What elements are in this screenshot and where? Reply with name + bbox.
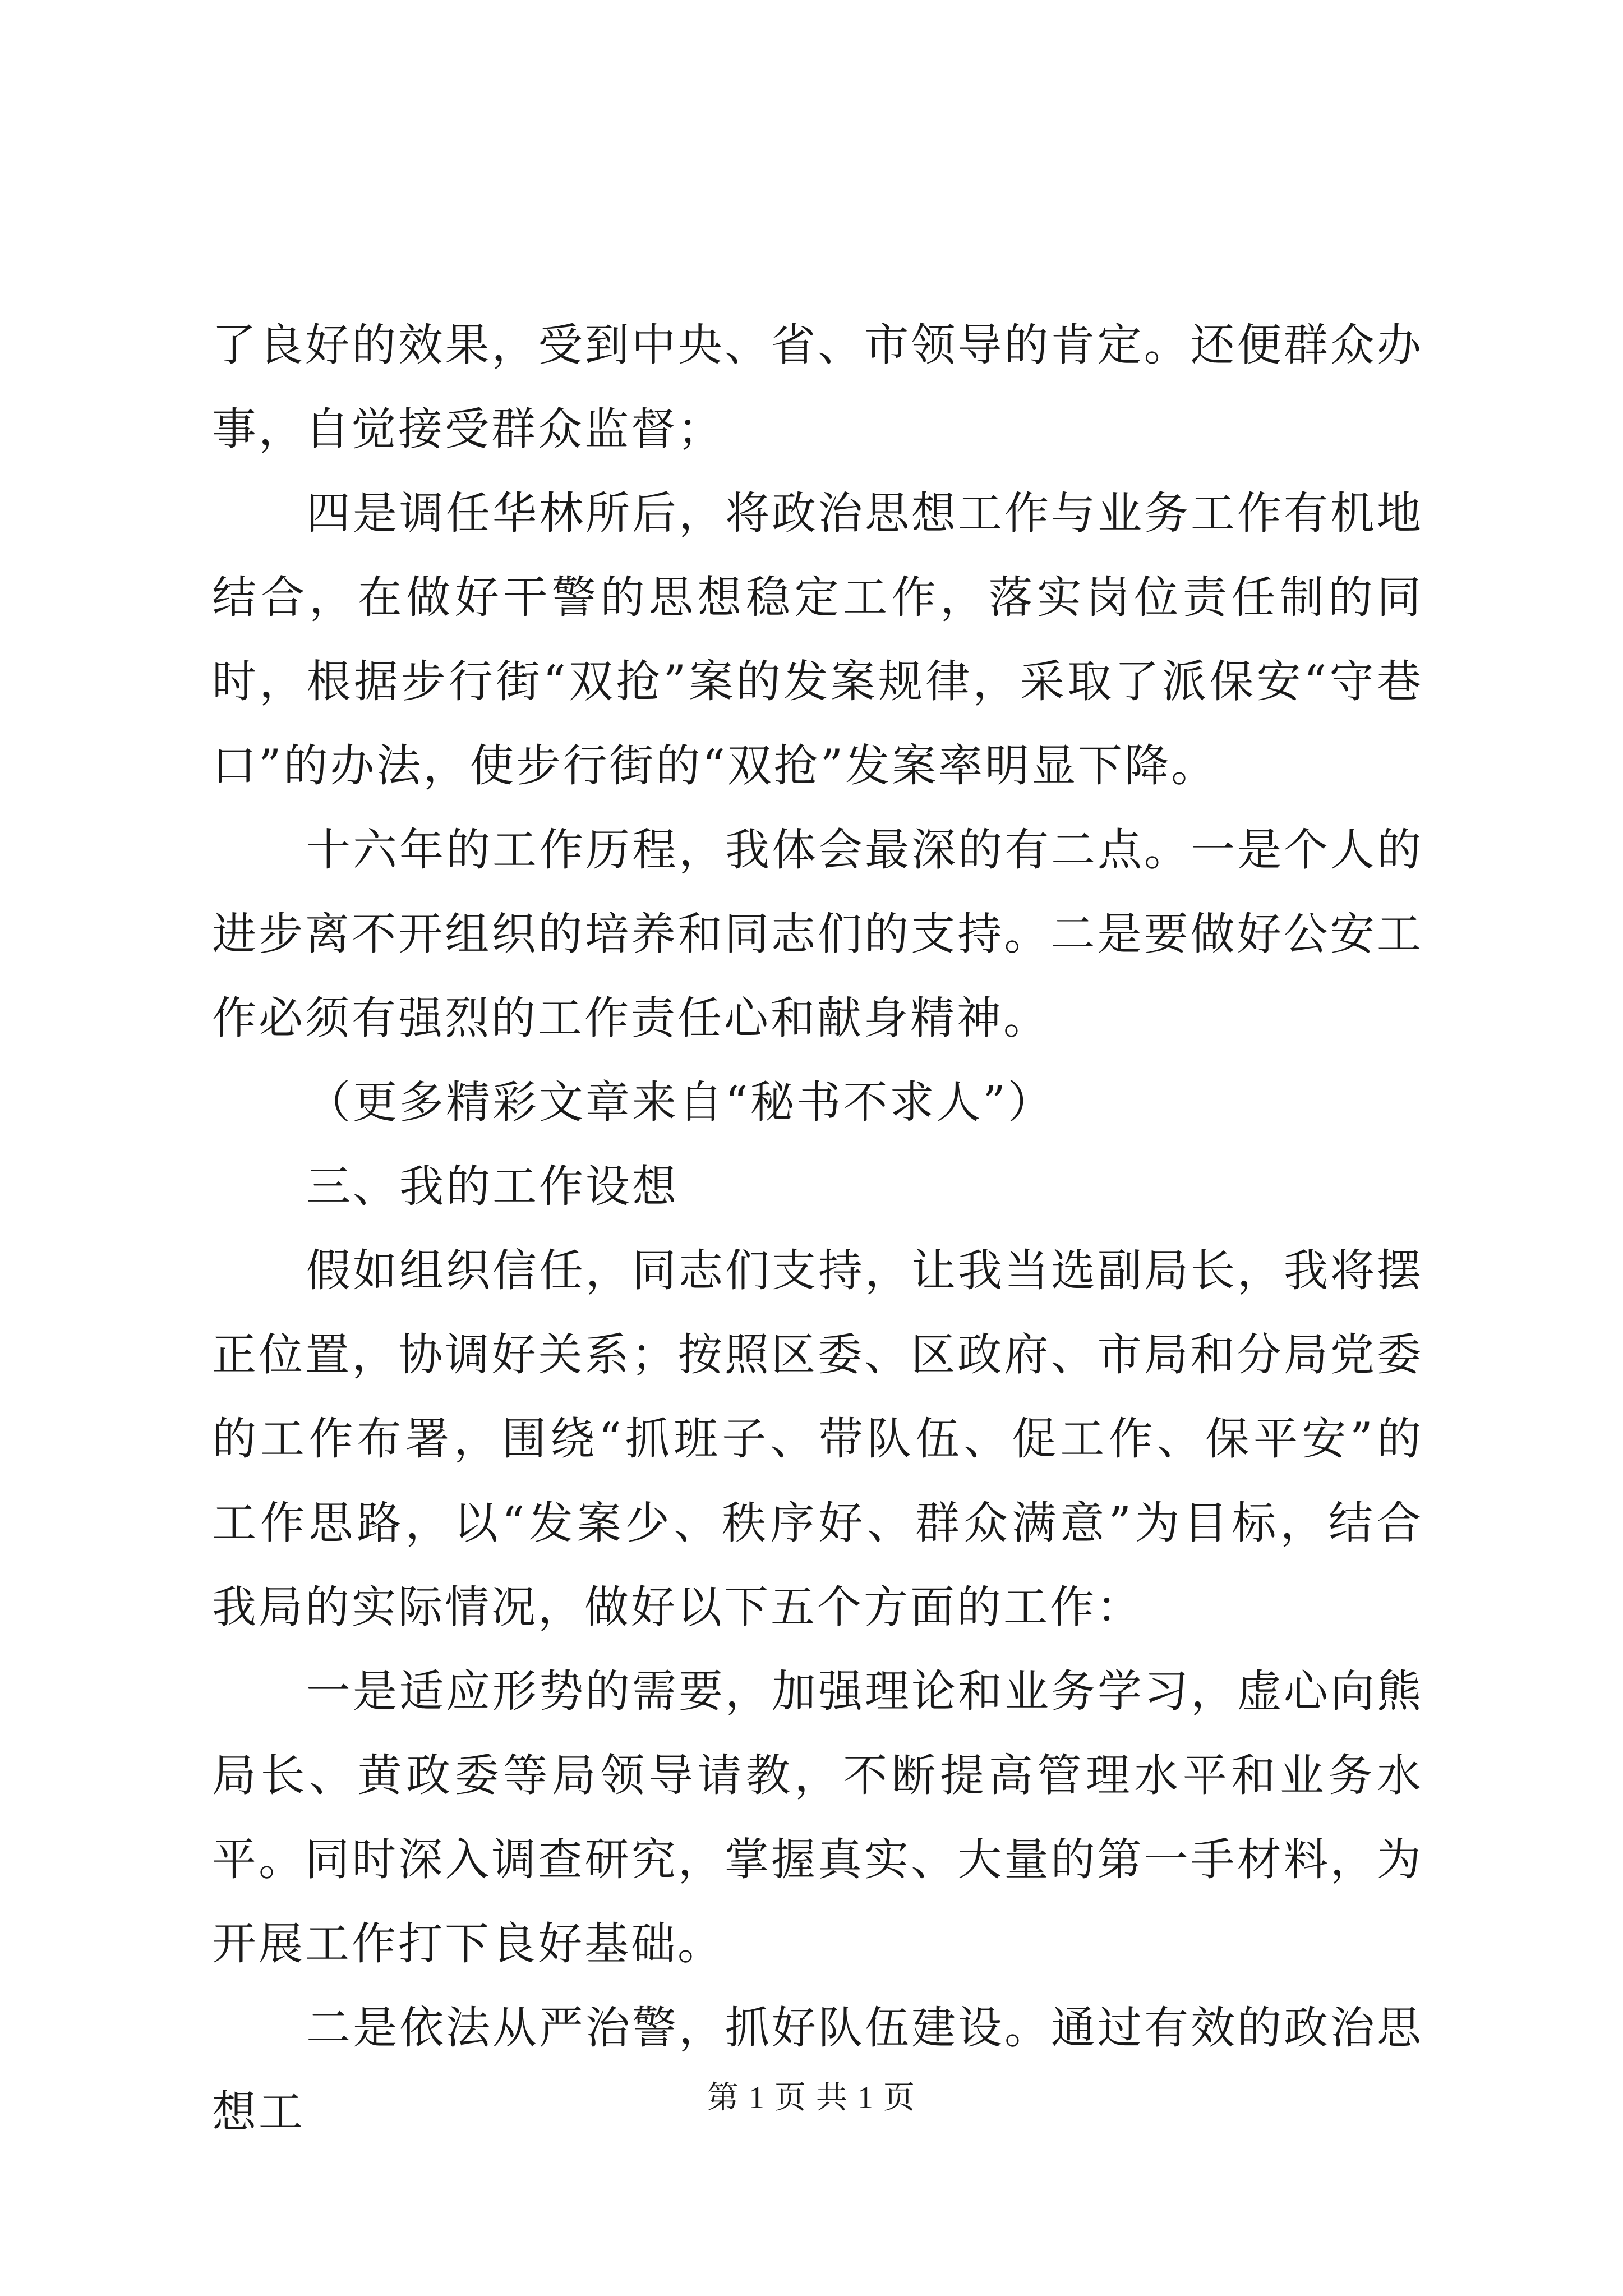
paragraph-item-four: 四是调任华林所后，将政治思想工作与业务工作有机地结合，在做好干警的思想稳定工作，落实岗位责任制的同时，根据步行街“双抢”案的发案规律，采取了派保安“守巷口”的办法，使步行街的“双抢”发案率明显下降。	[212, 487, 1423, 792]
paragraph-continuation: 了良好的效果，受到中央、省、市领导的肯定。还便群众办事，自觉接受群众监督；	[212, 319, 1423, 455]
section-heading: 三、我的工作设想	[306, 1161, 679, 1212]
page-footer: 第 1 页 共 1 页	[707, 2081, 916, 2115]
paragraph-work-plan: 假如组织信任，同志们支持，让我当选副局长，我将摆正位置，协调好关系；按照区委、区政府、市局和分局党委的工作布署，围绕“抓班子、带队伍、促工作、保平安”的工作思路，以“发案少、秩序好、群众满意”为目标，结合我局的实际情况，做好以下五个方面的工作：	[212, 1245, 1423, 1633]
paragraph-point-one: 一是适应形势的需要，加强理论和业务学习，虚心向熊局长、黄政委等局领导请教，不断提高管理水平和业务水平。同时深入调查研究，掌握真实、大量的第一手材料，为开展工作打下良好基础。	[212, 1665, 1423, 1970]
paragraph-point-two: 二是依法从严治警，抓好队伍建设。通过有效的政治思想工	[212, 2002, 1423, 2138]
paragraph-source-note: （更多精彩文章来自“秘书不求人”）	[306, 1076, 1054, 1128]
document-body	[212, 303, 1423, 2154]
paragraph-experience: 十六年的工作历程，我体会最深的有二点。一是个人的进步离不开组织的培养和同志们的支持。二是要做好公安工作必须有强烈的工作责任心和献身精神。	[212, 824, 1423, 1044]
